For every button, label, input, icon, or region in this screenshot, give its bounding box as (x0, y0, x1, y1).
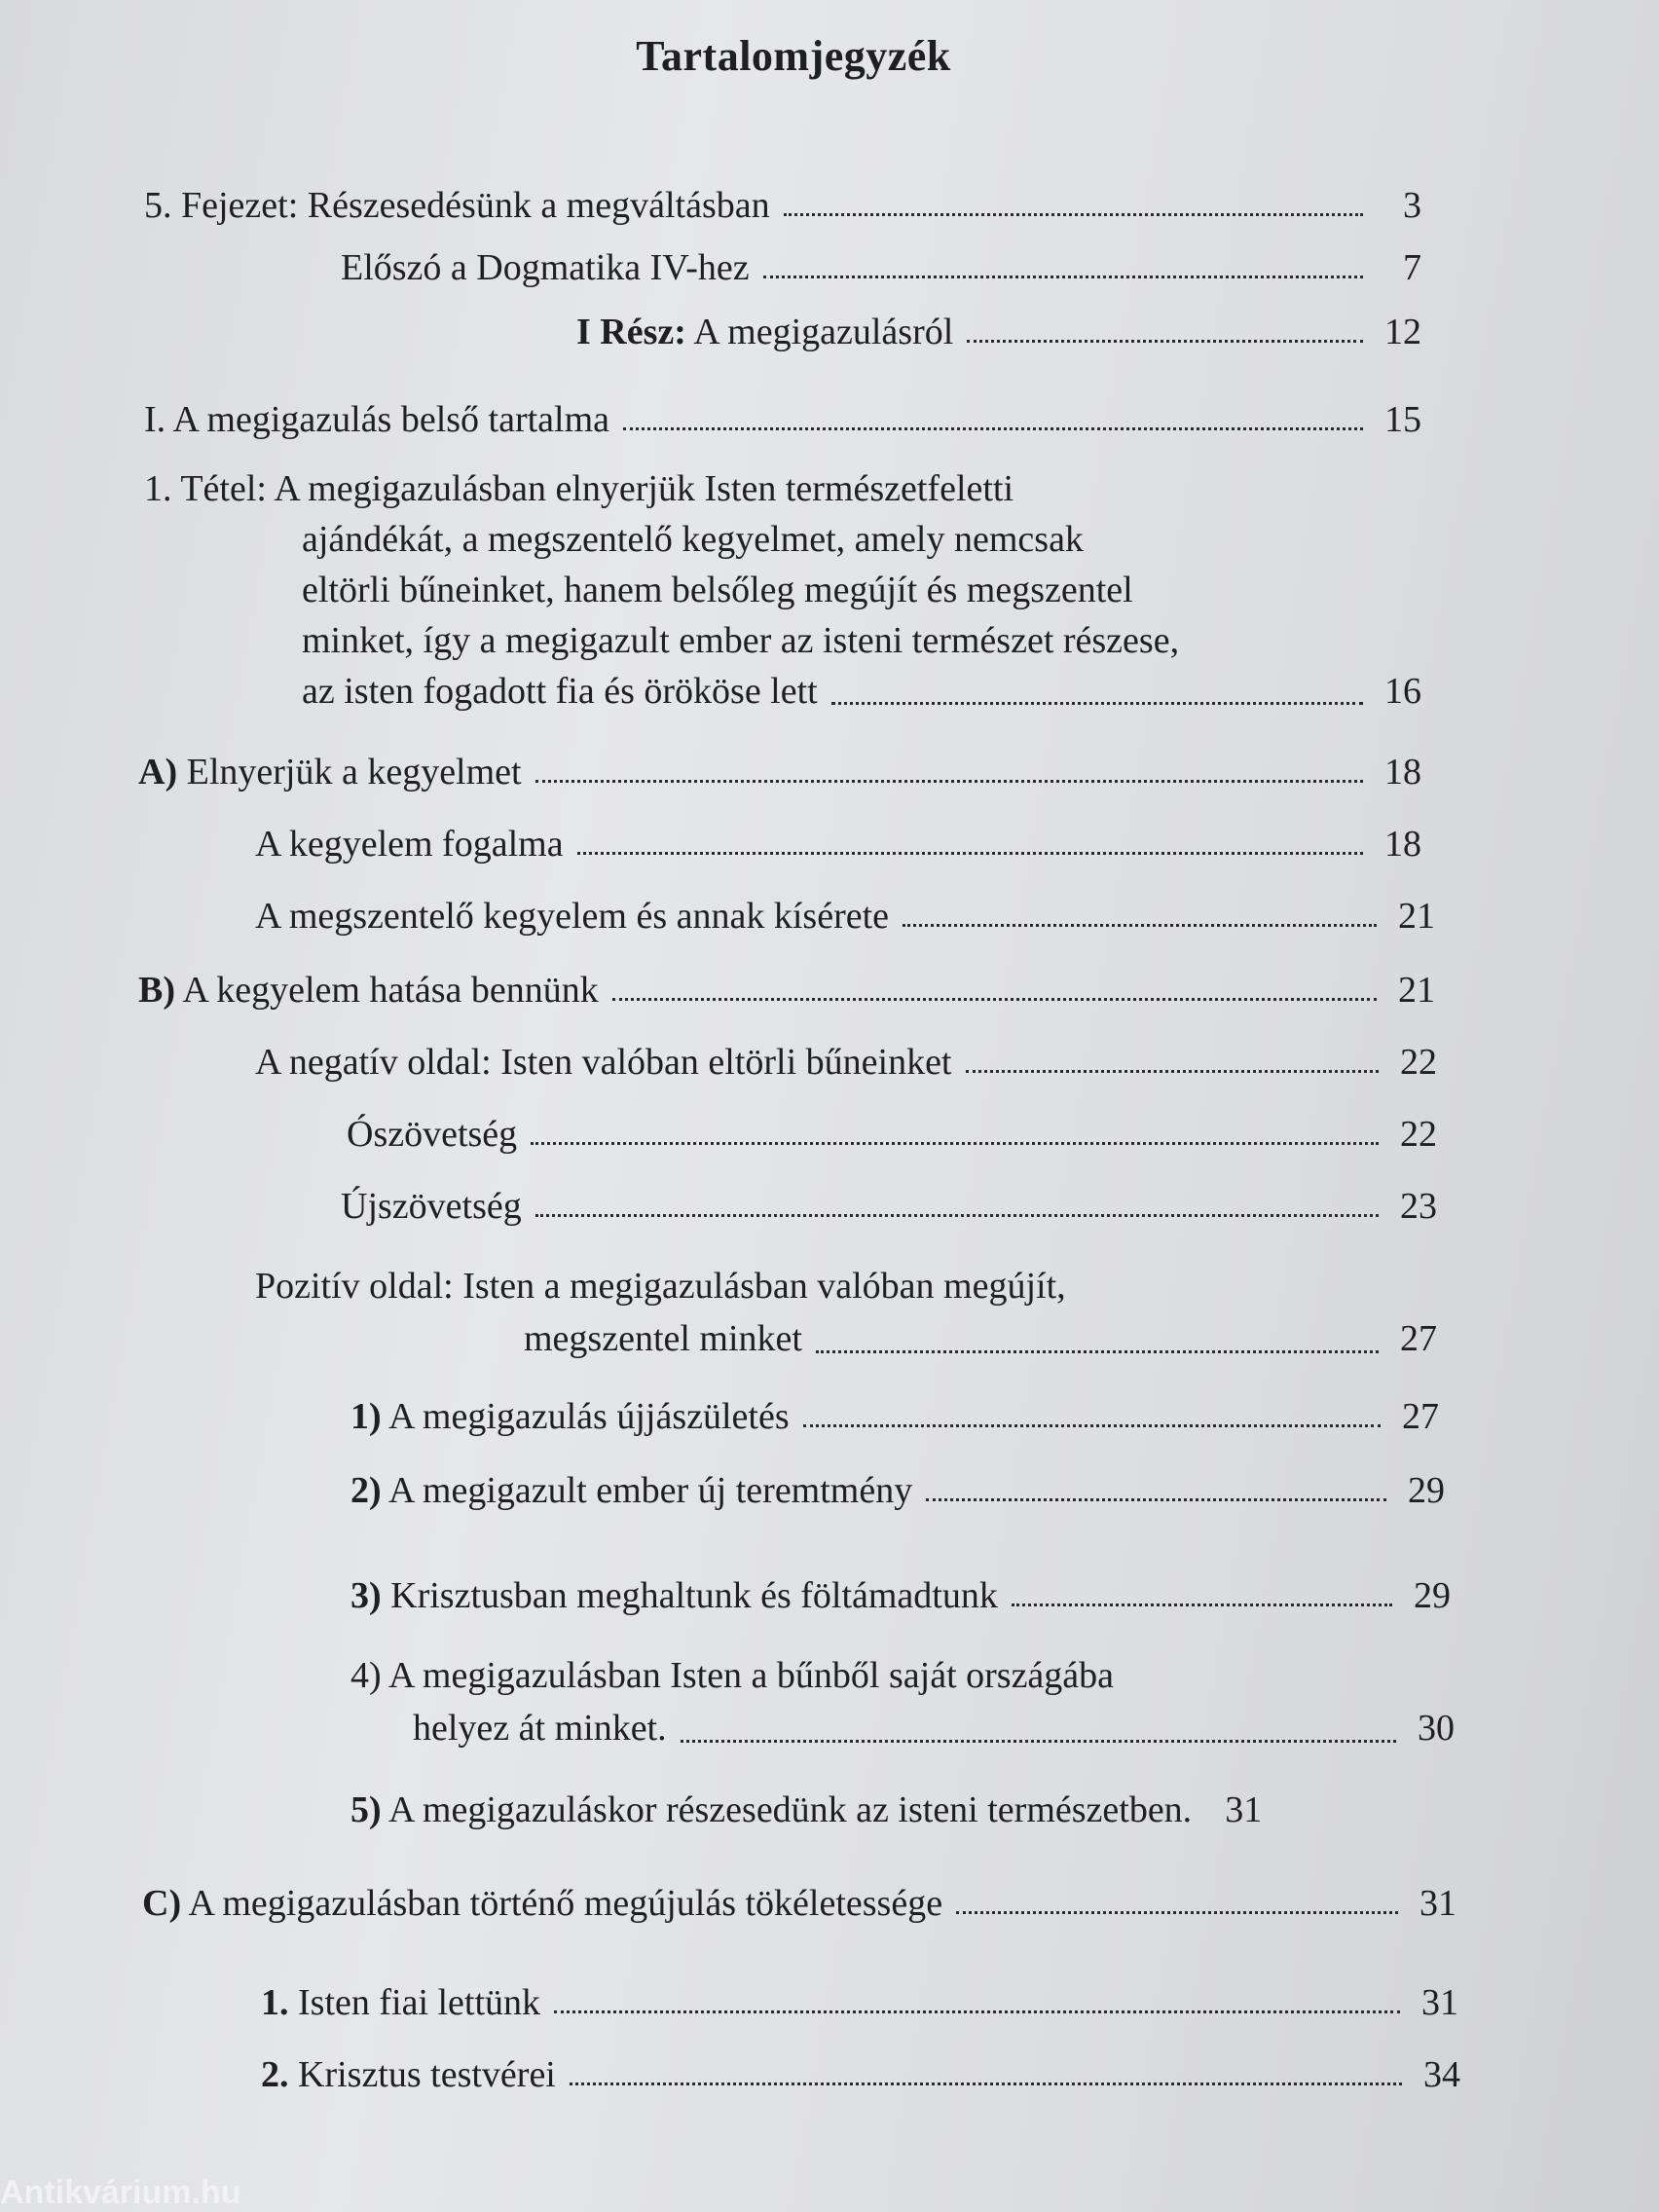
leader-dots (831, 702, 1363, 705)
leader-dots (926, 1498, 1386, 1501)
toc-entry-page: 34 (1423, 2054, 1460, 2095)
toc-entry-label: I. A megigazulás belső tartalma (144, 399, 610, 440)
toc-entry (347, 1112, 1437, 1157)
toc-entry-page: 31 (1225, 1789, 1263, 1830)
toc-entry-page: 16 (1384, 671, 1421, 712)
toc-entry-page: 18 (1384, 752, 1421, 793)
leader-dots (570, 2083, 1402, 2085)
section-marker: 1) (350, 1396, 382, 1437)
section-marker: 2. (261, 2054, 289, 2095)
toc-entry (138, 968, 1435, 1013)
toc-entry-page: 22 (1400, 1042, 1437, 1083)
toc-entry (255, 822, 1421, 866)
toc-entry (576, 310, 1421, 354)
leader-dots (967, 340, 1363, 343)
toc-entry-line: 4) A megigazulásban Isten a bűnből saját országába (350, 1655, 1115, 1696)
toc-entry-label: A negatív oldal: Isten valóban eltörli bűneinket (255, 1042, 952, 1083)
toc-entry-label: Isten fiai lettünk (288, 1982, 541, 2023)
toc-entry-multiline (350, 1649, 1455, 1754)
toc-entry-label: Elnyerjük a kegyelmet (177, 752, 522, 793)
toc-entry-page: 22 (1400, 1114, 1437, 1155)
leader-dots (903, 924, 1377, 927)
toc-entry (261, 1980, 1458, 2025)
toc-entry-label: Krisztus testvérei (288, 2054, 556, 2095)
toc-entry-line: eltörli bűneinket, hanem belsőleg megújít és megszentel (302, 570, 1133, 610)
toc-entry (341, 245, 1421, 290)
page-title: Tartalomjegyzék (636, 32, 951, 80)
toc-entry-page: 27 (1402, 1396, 1439, 1437)
toc-entry (341, 1184, 1437, 1229)
toc-entry-label: A megszentelő kegyelem és annak kísérete (255, 896, 890, 937)
toc-entry-page: 30 (1418, 1708, 1455, 1749)
toc-entry-label: Ószövetség (347, 1114, 518, 1155)
toc-entry-page: 29 (1408, 1470, 1445, 1511)
leader-dots (531, 1142, 1379, 1145)
toc-entry (255, 1040, 1437, 1085)
toc-entry-page: 31 (1421, 1982, 1458, 2023)
toc-entry-label: A megigazulásban történő megújulás tökéletessége (181, 1883, 943, 1924)
watermark: Antikvárium.hu (0, 2174, 241, 2211)
leader-dots (1012, 1604, 1392, 1606)
toc-entry-page: 21 (1398, 970, 1435, 1011)
toc-entry-page: 21 (1398, 896, 1435, 937)
toc-entry (138, 750, 1421, 794)
leader-dots (554, 2010, 1400, 2013)
toc-entry-page: 12 (1384, 312, 1421, 352)
section-marker: B) (138, 970, 175, 1011)
leader-dots (623, 427, 1363, 430)
leader-dots (612, 998, 1377, 1001)
toc-entry-label: A kegyelem fogalma (255, 824, 564, 865)
leader-dots (784, 213, 1363, 216)
toc-entry-label: az isten fogadott fia és örököse lett (302, 671, 818, 712)
toc-entry-label: megszentel minket (524, 1318, 802, 1359)
toc-entry (350, 1573, 1451, 1618)
toc-entry-label: A kegyelem hatása bennünk (175, 970, 599, 1011)
toc-entry (350, 1394, 1439, 1439)
toc-entry-page: 15 (1384, 399, 1421, 440)
toc-entry-line: 1. Tétel: A megigazulásban elnyerjük Isten természetfeletti (144, 468, 1014, 509)
toc-entry-line: Pozitív oldal: Isten a megigazulásban valóban megújít, (255, 1266, 1066, 1307)
leader-dots (956, 1911, 1398, 1914)
toc-entry (142, 1881, 1456, 1926)
section-marker: C) (142, 1883, 182, 1924)
toc-entry-line: ajándékát, a megszentelő kegyelmet, amely nemcsak (302, 519, 1084, 560)
toc-entry-multiline (144, 463, 1421, 717)
toc-entry-page: 18 (1384, 824, 1421, 865)
section-marker: 5) (350, 1789, 382, 1830)
toc-entry-label: A megigazulásról (685, 312, 954, 352)
toc-entry-page: 3 (1403, 185, 1421, 226)
toc-entry-multiline (255, 1260, 1437, 1365)
section-marker: 1. (261, 1982, 289, 2023)
section-marker: 2) (350, 1470, 382, 1511)
toc-entry-page: 27 (1400, 1318, 1437, 1359)
toc-entry-label: A megigazuláskor részesedünk az isteni természetben. (381, 1789, 1193, 1830)
toc-entry-page: 23 (1400, 1186, 1437, 1227)
toc-entry (261, 2052, 1460, 2097)
leader-dots (535, 1214, 1379, 1217)
leader-dots (577, 852, 1363, 855)
section-marker: 3) (350, 1575, 382, 1616)
toc-entry-label: helyez át minket. (413, 1708, 667, 1749)
leader-dots (681, 1740, 1396, 1743)
section-marker: I Rész: (576, 312, 686, 352)
toc-entry (350, 1468, 1445, 1513)
toc-entry (255, 894, 1435, 939)
leader-dots (763, 276, 1363, 278)
leader-dots (535, 780, 1363, 783)
leader-dots (803, 1424, 1381, 1427)
leader-dots (816, 1350, 1379, 1353)
toc-entry-label: A megigazult ember új teremtmény (381, 1470, 913, 1511)
toc-entry-label: Újszövetség (341, 1186, 522, 1227)
section-marker: A) (138, 752, 178, 793)
toc-entry-label: Krisztusban meghaltunk és föltámadtunk (381, 1575, 998, 1616)
toc-entry (144, 183, 1421, 228)
toc-entry-label: A megigazulás újjászületés (381, 1396, 790, 1437)
toc-entry-page: 29 (1414, 1575, 1451, 1616)
toc-entry-label: Előszó a Dogmatika IV-hez (341, 247, 750, 288)
toc-entry-page: 31 (1419, 1883, 1456, 1924)
toc-entry (350, 1788, 1262, 1832)
toc-entry (144, 397, 1421, 442)
toc-entry-page: 7 (1403, 247, 1421, 288)
toc-entry-line: minket, így a megigazult ember az isteni természet részese, (302, 620, 1180, 661)
leader-dots (966, 1070, 1380, 1073)
toc-entry-label: 5. Fejezet: Részesedésünk a megváltásban (144, 185, 770, 226)
